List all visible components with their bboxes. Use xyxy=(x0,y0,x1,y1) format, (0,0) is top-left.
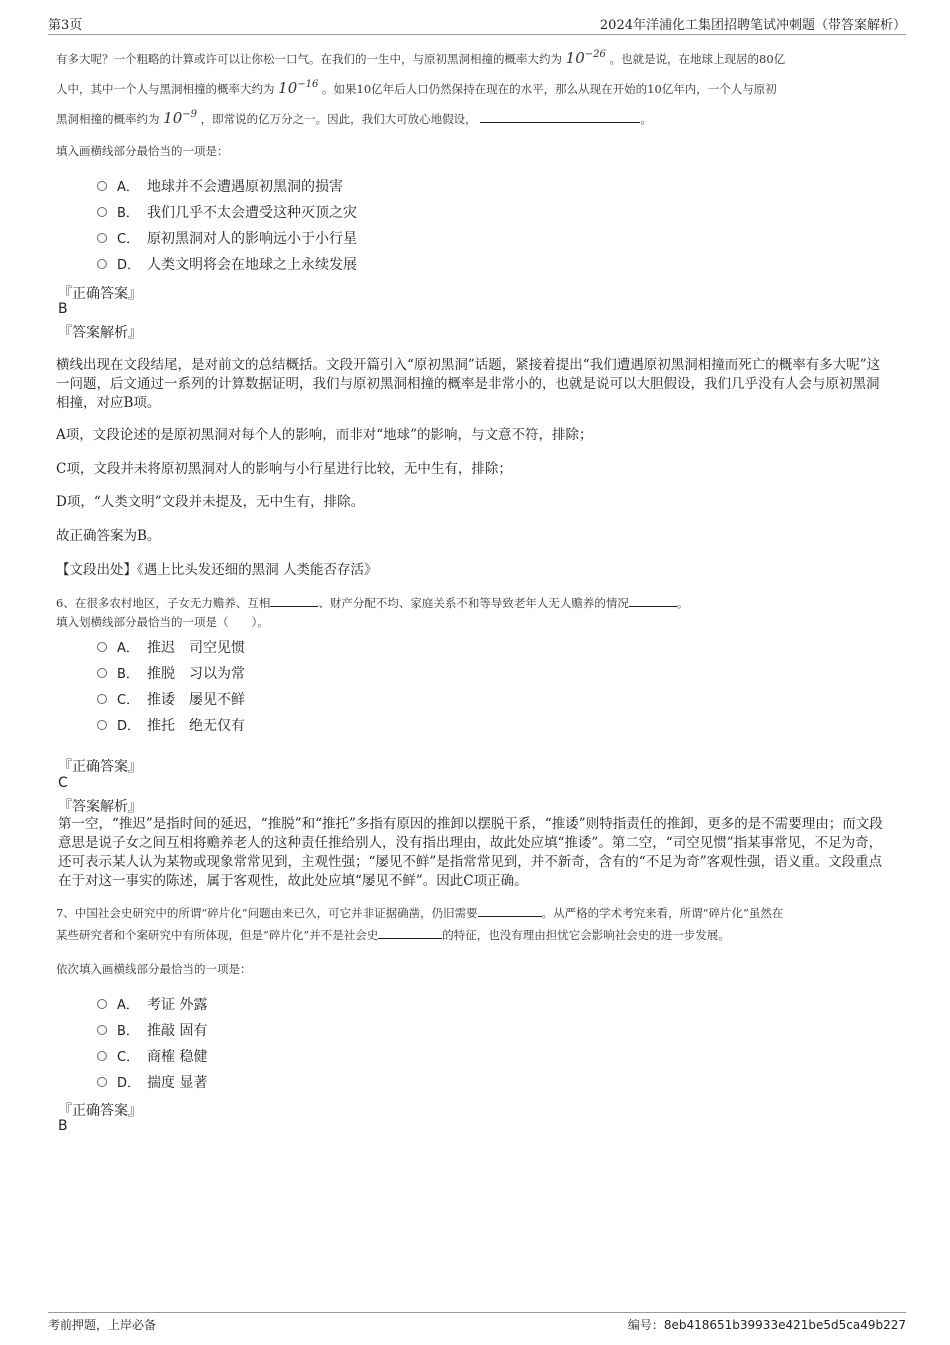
text: 。如果10亿年后人口仍然保持在现在的水平，那么从现在开始的10亿年内，一个人与原初 xyxy=(322,82,777,96)
math-sup: −16 xyxy=(297,79,319,90)
radio-icon[interactable] xyxy=(97,181,107,191)
q5-analysis-main: 横线出现在文段结尾，是对前文的总结概括。文段开篇引入“原初黑洞”话题，紧接着提出“我们遭遇原初黑洞相撞而死亡的概率有多大呢”这一问题，后文通过一系列的计算数据证明，我们与原初黑洞相撞的概率是非常小的，也就是说可以大胆假设，我们几乎没有人会与原初黑洞相撞，对应B项。 xyxy=(56,357,881,411)
q6-analysis-label: 『答案解析』 xyxy=(58,799,142,815)
math-base: 10 xyxy=(163,109,183,127)
text: 黑洞相撞的概率约为 xyxy=(56,112,160,126)
math-base: 10 xyxy=(278,79,298,97)
document-title: 2024年洋浦化工集团招聘笔试冲刺题（带答案解析） xyxy=(599,18,906,33)
q5-analysis-a: A项，文段论述的是原初黑洞对每个人的影响，而非对“地球”的影响，与文意不符，排除； xyxy=(56,427,593,443)
footer-slogan: 考前押题，上岸必备 xyxy=(48,1318,157,1332)
radio-icon[interactable] xyxy=(97,999,107,1009)
option-letter: D． xyxy=(117,719,141,734)
page-header xyxy=(48,14,906,35)
answer-blank xyxy=(478,904,542,917)
page-number: 第3页 xyxy=(48,18,83,33)
q7-answer: B xyxy=(58,1118,68,1134)
q5-analysis-label: 『答案解析』 xyxy=(58,325,142,341)
radio-icon[interactable] xyxy=(97,694,107,704)
option-letter: B． xyxy=(117,667,139,682)
text: 7、中国社会史研究中的所谓“碎片化”问题由来已久，可它并非证据确凿，仍旧需要 xyxy=(56,906,478,920)
q5-analysis-c: C项，文段并未将原初黑洞对人的影响与小行星进行比较，无中生有，排除； xyxy=(56,461,512,477)
option-letter: A． xyxy=(117,998,139,1013)
text: 、财产分配不均、家庭关系不和等导致老年人无人赡养的情况 xyxy=(318,596,629,610)
q5-option-a[interactable] xyxy=(97,176,343,196)
text: 6、在很多农村地区，子女无力赡养、互相 xyxy=(56,596,271,610)
radio-icon[interactable] xyxy=(97,1025,107,1035)
option-letter: B． xyxy=(117,206,139,221)
option-letter: A． xyxy=(117,641,139,656)
code-value: 8eb418651b39933e421be5d5ca49b227 xyxy=(663,1318,906,1332)
option-text: 推诿 屡见不鲜 xyxy=(147,692,245,708)
option-letter: A． xyxy=(117,180,139,195)
q5-option-d[interactable] xyxy=(97,254,357,274)
q6-option-a[interactable] xyxy=(97,637,245,657)
q5-option-c[interactable] xyxy=(97,228,357,248)
answer-blank xyxy=(629,594,677,607)
radio-icon[interactable] xyxy=(97,720,107,730)
radio-icon[interactable] xyxy=(97,642,107,652)
math-exponent xyxy=(163,109,197,127)
q6-answer: C xyxy=(58,775,68,791)
text: 。 xyxy=(676,596,689,610)
q7-prompt: 依次填入画横线部分最恰当的一项是： xyxy=(56,962,252,976)
text: ，即常说的亿万分之一。因此，我们大可放心地假设， xyxy=(200,112,477,126)
q6-answer-label: 『正确答案』 xyxy=(58,759,142,775)
q7-option-c[interactable] xyxy=(97,1046,207,1066)
option-text: 人类文明将会在地球之上永续发展 xyxy=(147,257,357,273)
text: 有多大呢？一个粗略的计算或许可以让你松一口气。在我们的一生中，与原初黑洞相撞的概率大约为 xyxy=(56,52,562,66)
option-letter: C． xyxy=(117,1050,140,1065)
option-text: 我们几乎不太会遭受这种灭顶之灾 xyxy=(147,205,357,221)
q7-stem xyxy=(56,902,892,946)
q7-option-b[interactable] xyxy=(97,1020,207,1040)
q5-analysis-d: D项，“人类文明”文段并未提及，无中生有，排除。 xyxy=(56,494,365,510)
math-exponent xyxy=(278,79,318,97)
option-text: 原初黑洞对人的影响远小于小行星 xyxy=(147,231,357,247)
text: 。从严格的学术考究来看，所谓“碎片化”虽然在 xyxy=(541,906,784,920)
answer-blank xyxy=(480,110,640,123)
math-base: 10 xyxy=(565,49,585,67)
q6-option-d[interactable] xyxy=(97,715,245,735)
q5-stem-line-3 xyxy=(56,104,892,130)
q7-option-a[interactable] xyxy=(97,994,207,1014)
option-letter: C． xyxy=(117,693,140,708)
math-sup: −9 xyxy=(182,109,197,120)
q5-conclusion: 故正确答案为B。 xyxy=(56,528,161,544)
option-text: 推托 绝无仅有 xyxy=(147,718,245,734)
q6-option-c[interactable] xyxy=(97,689,245,709)
code-label: 编号： xyxy=(627,1318,664,1332)
q5-answer: B xyxy=(58,301,68,317)
page-footer xyxy=(48,1312,906,1335)
radio-icon[interactable] xyxy=(97,1077,107,1087)
radio-icon[interactable] xyxy=(97,207,107,217)
q7-stem-line-1 xyxy=(56,902,892,924)
option-text: 地球并不会遭遇原初黑洞的损害 xyxy=(147,179,343,195)
option-text: 推敲 固有 xyxy=(147,1023,208,1039)
option-letter: C． xyxy=(117,232,140,247)
option-letter: B． xyxy=(117,1024,139,1039)
q6-analysis: 第一空，“推迟”是指时间的延迟，“推脱”和“推托”多指有原因的推卸以摆脱干系，“推诿”则特指责任的推卸，更多的是不需要理由；而文段意思是说子女之间互相将赡养老人的这种责任推给别人，没有指出理由，故此处应填“推诿”。第二空，“司空见惯”指某事常见，不足为奇，还可表示某人认为某物或现象常常见到，主观性强；“屡见不鲜”是指常常见到，并不新奇，含有的“不足为奇”客观性强，语义重。文段重点在于对这一事实的陈述，属于客观性，故此处应填“屡见不鲜”。因此C项正确。 xyxy=(58,816,883,889)
q5-stem-line-1 xyxy=(56,44,892,70)
answer-blank xyxy=(270,594,318,607)
q5-stem-line-2 xyxy=(56,74,892,100)
text: 人中，其中一个人与黑洞相撞的概率大约为 xyxy=(56,82,275,96)
q5-prompt: 填入画横线部分最恰当的一项是： xyxy=(56,144,229,158)
text: 某些研究者和个案研究中有所体现，但是“碎片化”并不是社会史 xyxy=(56,928,379,942)
text: 。 xyxy=(640,112,652,126)
option-text: 揣度 显著 xyxy=(147,1075,208,1091)
q6-stem xyxy=(56,593,892,613)
option-text: 商榷 稳健 xyxy=(147,1049,208,1065)
option-letter: D． xyxy=(117,1076,141,1091)
q5-source: 【文段出处】《遇上比头发还细的黑洞 人类能否存活》 xyxy=(56,562,378,578)
option-text: 推迟 司空见惯 xyxy=(147,640,245,656)
math-sup: −26 xyxy=(584,49,606,60)
q5-option-b[interactable] xyxy=(97,202,357,222)
option-text: 推脱 习以为常 xyxy=(147,666,245,682)
q5-stem xyxy=(56,44,892,130)
document-code xyxy=(628,1316,906,1333)
answer-blank xyxy=(378,926,442,939)
radio-icon[interactable] xyxy=(97,233,107,243)
q7-answer-label: 『正确答案』 xyxy=(58,1103,142,1119)
q5-answer-label: 『正确答案』 xyxy=(58,286,142,302)
q7-stem-line-2 xyxy=(56,924,892,946)
math-exponent xyxy=(566,49,606,67)
radio-icon[interactable] xyxy=(97,668,107,678)
radio-icon[interactable] xyxy=(97,259,107,269)
text: 的特征，也没有理由担忧它会影响社会史的进一步发展。 xyxy=(442,928,730,942)
radio-icon[interactable] xyxy=(97,1051,107,1061)
text: 。也就是说，在地球上现居的80亿 xyxy=(609,52,786,66)
q6-prompt: 填入划横线部分最恰当的一项是（ ）。 xyxy=(56,615,269,629)
option-letter: D． xyxy=(117,258,141,273)
option-text: 考证 外露 xyxy=(147,997,208,1013)
q7-option-d[interactable] xyxy=(97,1072,207,1092)
q6-option-b[interactable] xyxy=(97,663,245,683)
